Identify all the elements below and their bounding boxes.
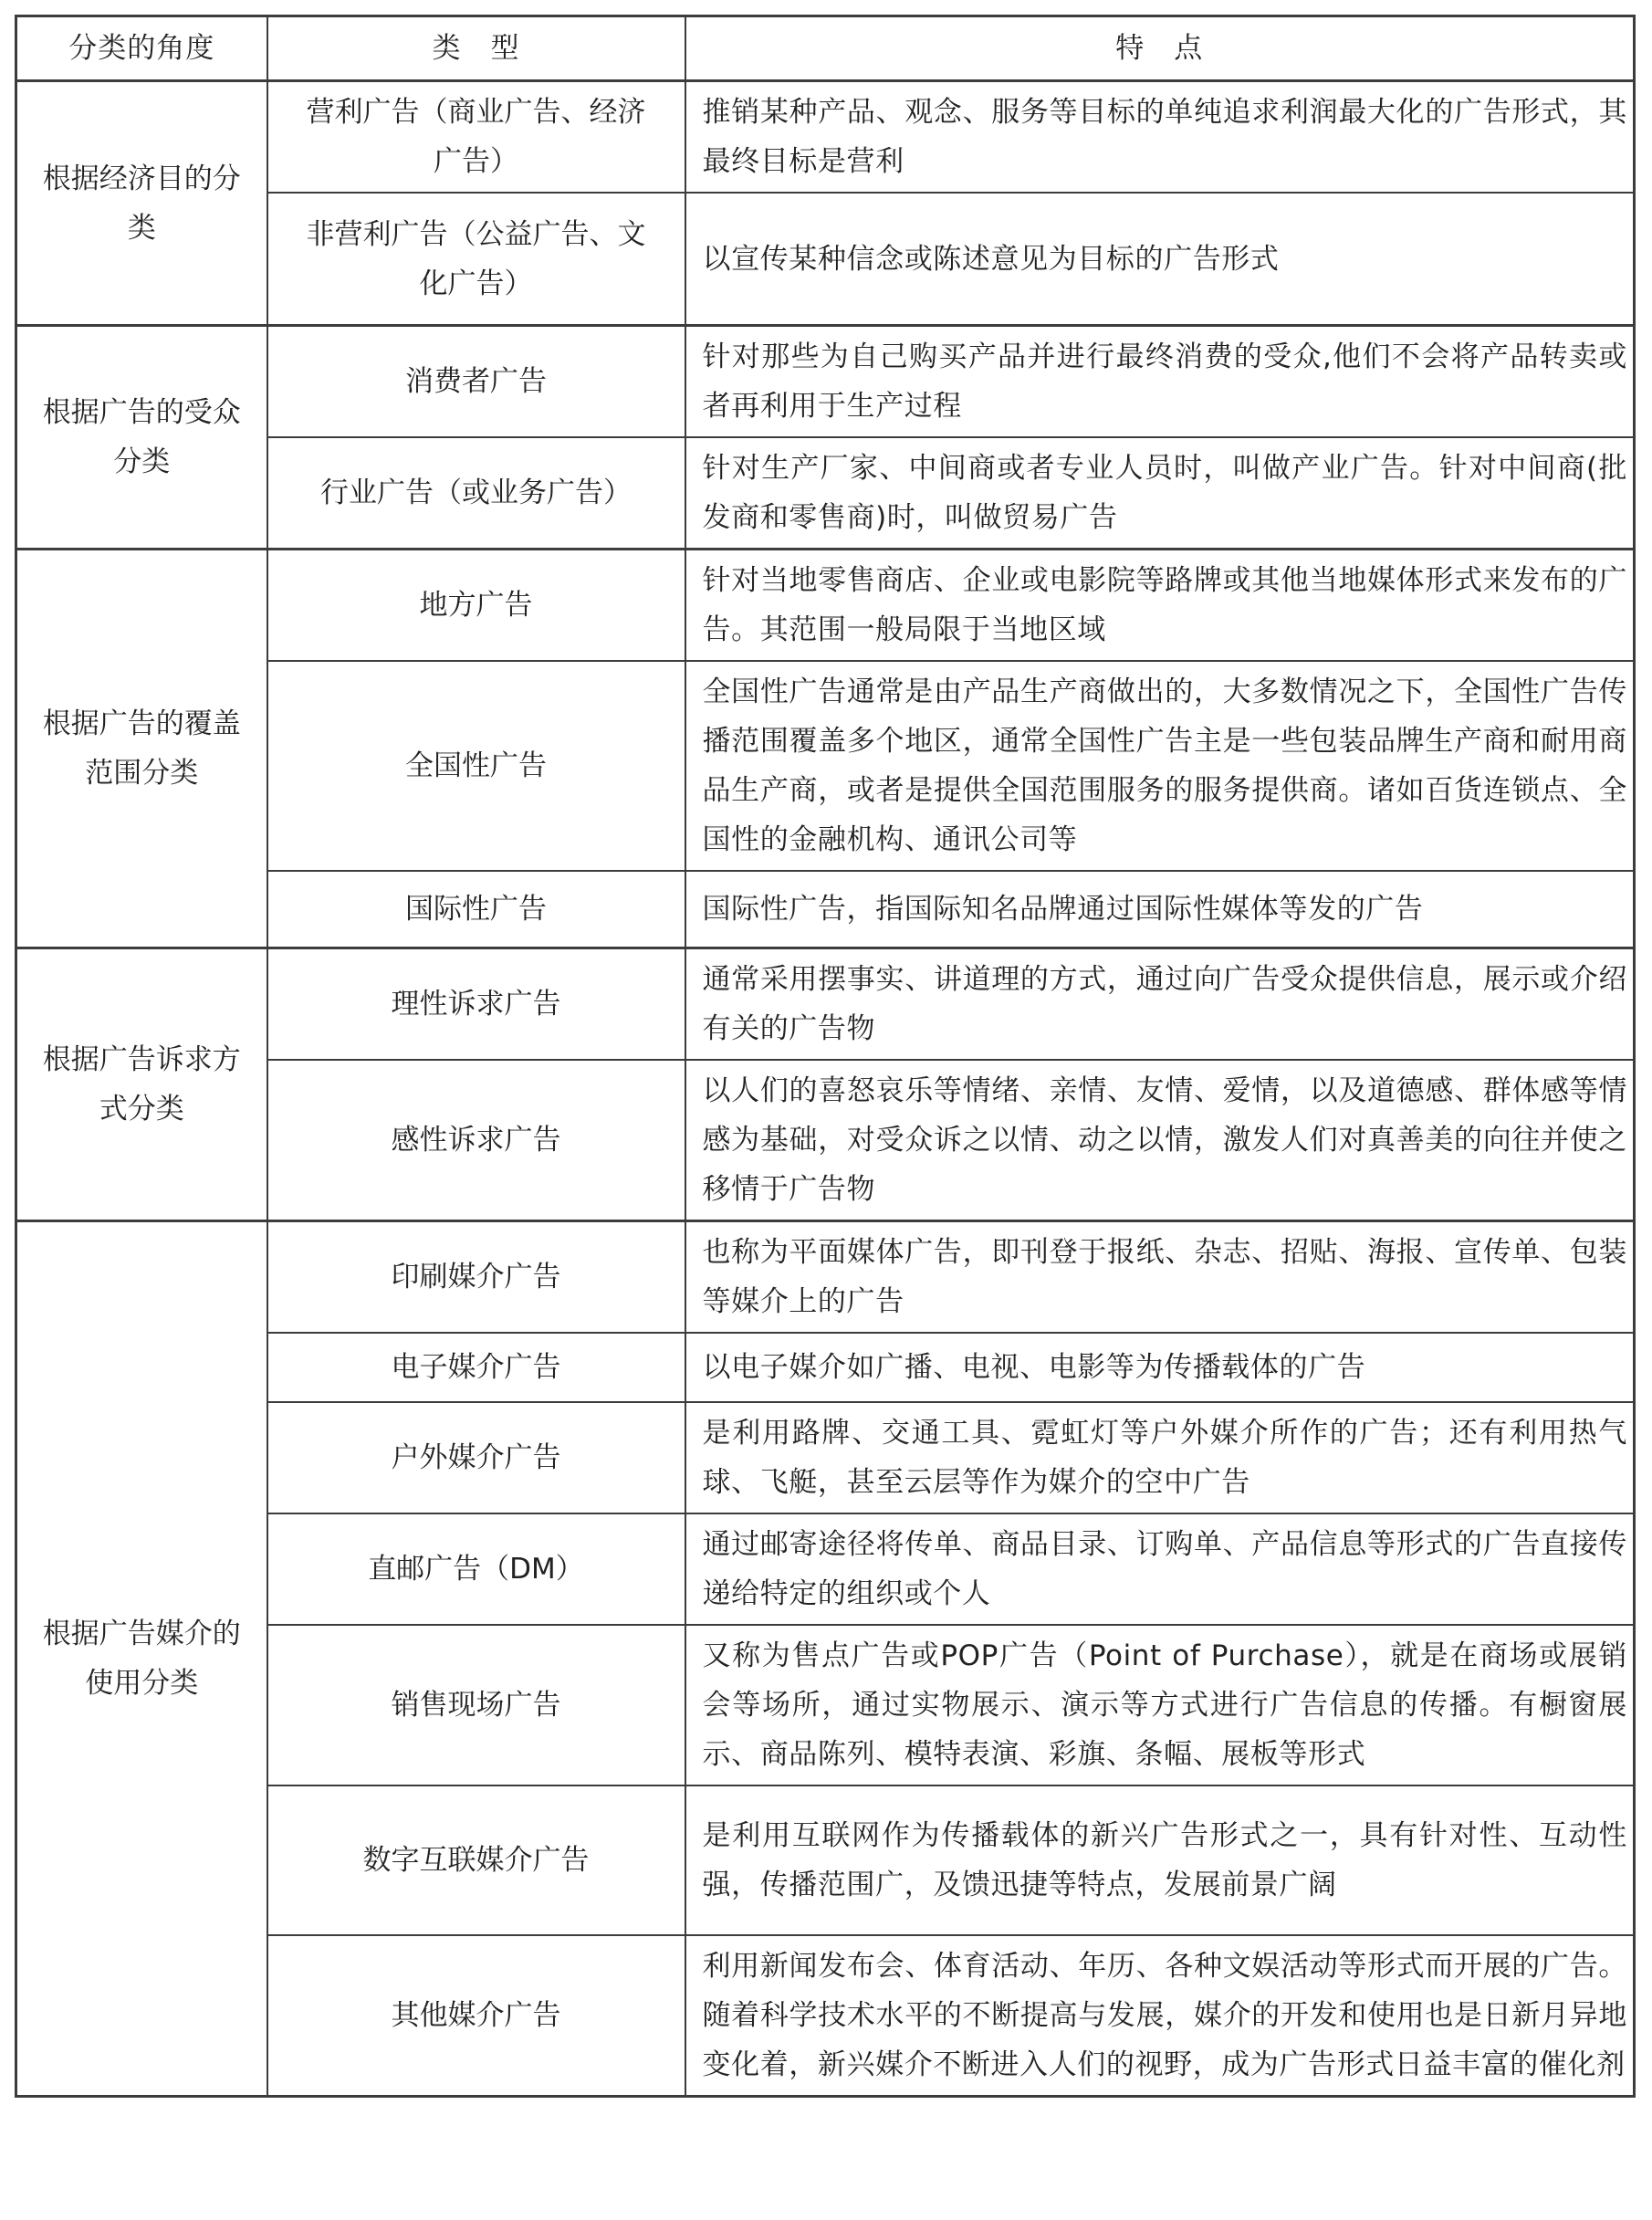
- type-cell: 销售现场广告: [267, 1625, 685, 1785]
- features-cell: 是利用路牌、交通工具、霓虹灯等户外媒介所作的广告；还有利用热气球、飞艇，甚至云层等作为媒介的空中广告: [685, 1402, 1635, 1513]
- features-cell: 以电子媒介如广播、电视、电影等为传播载体的广告: [685, 1333, 1635, 1402]
- table-row: [16, 948, 1635, 1061]
- type-cell: 非营利广告（公益广告、文化广告）: [267, 193, 685, 326]
- type-cell: 直邮广告（DM）: [267, 1513, 685, 1625]
- type-cell: 数字互联媒介广告: [267, 1785, 685, 1935]
- features-cell: 是利用互联网作为传播载体的新兴广告形式之一，具有针对性、互动性强，传播范围广，及馈迅捷等特点，发展前景广阔: [685, 1785, 1635, 1935]
- category-cell: 根据广告的覆盖范围分类: [16, 550, 267, 948]
- header-type: 类 型: [267, 16, 685, 81]
- type-cell: 电子媒介广告: [267, 1333, 685, 1402]
- features-cell: 通常采用摆事实、讲道理的方式，通过向广告受众提供信息，展示或介绍有关的广告物: [685, 948, 1635, 1061]
- type-cell: 户外媒介广告: [267, 1402, 685, 1513]
- table-row: [16, 550, 1635, 662]
- features-cell: 以宣传某种信念或陈述意见为目标的广告形式: [685, 193, 1635, 326]
- ad-classification-table: [15, 15, 1636, 2098]
- category-cell: 根据经济目的分类: [16, 81, 267, 326]
- features-cell: 针对那些为自己购买产品并进行最终消费的受众,他们不会将产品转卖或者再利用于生产过程: [685, 326, 1635, 438]
- category-cell: 根据广告媒介的使用分类: [16, 1221, 267, 2097]
- features-cell: 通过邮寄途径将传单、商品目录、订购单、产品信息等形式的广告直接传递给特定的组织或个人: [685, 1513, 1635, 1625]
- type-cell: 国际性广告: [267, 871, 685, 948]
- features-cell: 推销某种产品、观念、服务等目标的单纯追求利润最大化的广告形式，其最终目标是营利: [685, 81, 1635, 194]
- type-cell: 消费者广告: [267, 326, 685, 438]
- features-cell: 针对生产厂家、中间商或者专业人员时，叫做产业广告。针对中间商(批发商和零售商)时，叫做贸易广告: [685, 437, 1635, 550]
- table-row: [16, 326, 1635, 438]
- type-cell: 全国性广告: [267, 661, 685, 871]
- features-cell: 针对当地零售商店、企业或电影院等路牌或其他当地媒体形式来发布的广告。其范围一般局限于当地区域: [685, 550, 1635, 662]
- type-cell: 感性诉求广告: [267, 1060, 685, 1221]
- features-cell: 又称为售点广告或POP广告（Point of Purchase），就是在商场或展销会等场所，通过实物展示、演示等方式进行广告信息的传播。有橱窗展示、商品陈列、模特表演、彩旗、条幅、展板等形式: [685, 1625, 1635, 1785]
- header-category: 分类的角度: [16, 16, 267, 81]
- features-cell: 全国性广告通常是由产品生产商做出的，大多数情况之下，全国性广告传播范围覆盖多个地区，通常全国性广告主是一些包装品牌生产商和耐用商品生产商，或者是提供全国范围服务的服务提供商。诸如百货连锁点、全国性的金融机构、通讯公司等: [685, 661, 1635, 871]
- table-row: [16, 81, 1635, 194]
- category-cell: 根据广告的受众分类: [16, 326, 267, 550]
- features-cell: 国际性广告，指国际知名品牌通过国际性媒体等发的广告: [685, 871, 1635, 948]
- features-cell: 以人们的喜怒哀乐等情绪、亲情、友情、爱情，以及道德感、群体感等情感为基础，对受众诉之以情、动之以情，激发人们对真善美的向往并使之移情于广告物: [685, 1060, 1635, 1221]
- type-cell: 行业广告（或业务广告）: [267, 437, 685, 550]
- features-cell: 利用新闻发布会、体育活动、年历、各种文娱活动等形式而开展的广告。随着科学技术水平的不断提高与发展，媒介的开发和使用也是日新月异地变化着，新兴媒介不断进入人们的视野，成为广告形式日益丰富的催化剂: [685, 1935, 1635, 2097]
- type-cell: 营利广告（商业广告、经济广告）: [267, 81, 685, 194]
- type-cell: 印刷媒介广告: [267, 1221, 685, 1334]
- type-cell: 地方广告: [267, 550, 685, 662]
- header-features: 特 点: [685, 16, 1635, 81]
- type-cell: 理性诉求广告: [267, 948, 685, 1061]
- type-cell: 其他媒介广告: [267, 1935, 685, 2097]
- ad-classification-table-wrapper: [15, 15, 1636, 2098]
- category-cell: 根据广告诉求方式分类: [16, 948, 267, 1221]
- header-row: [16, 16, 1635, 81]
- features-cell: 也称为平面媒体广告，即刊登于报纸、杂志、招贴、海报、宣传单、包装等媒介上的广告: [685, 1221, 1635, 1334]
- table-row: [16, 1221, 1635, 1334]
